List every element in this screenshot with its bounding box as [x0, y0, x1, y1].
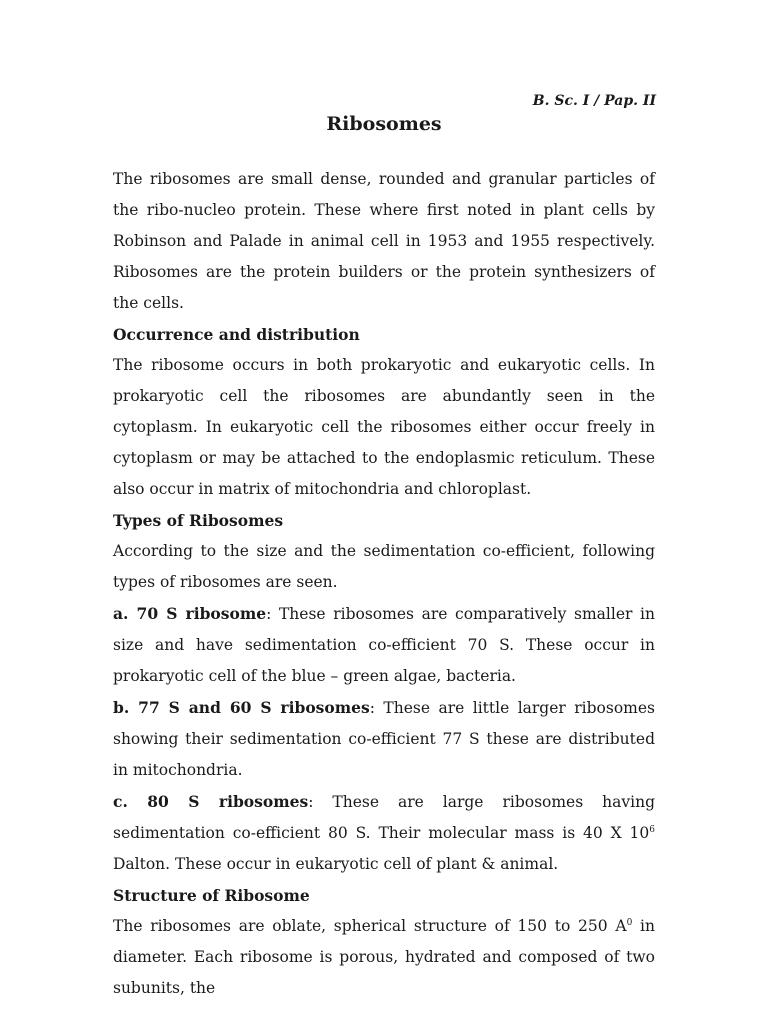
- structure-text-1: The ribosomes are oblate, spherical structure of 150 to 250 A: [113, 917, 627, 935]
- occurrence-paragraph: The ribosome occurs in both prokaryotic and eukaryotic cells. In prokaryotic cell the ribosomes are abundantly seen in the cytoplasm. In eukaryotic cell the ribosomes either occur freely in cytoplasm or may be attached to the endoplasmic reticulum. These also occur in matrix of mitochondria and chloroplast.: [113, 356, 655, 498]
- occurrence-heading: Occurrence and distribution: [113, 325, 360, 344]
- course-reference: B. Sc. I / Pap. II: [532, 93, 656, 109]
- type-a-item: [113, 598, 655, 692]
- structure-text-2: in diameter. Each ribosome is porous, hydrated and composed of two subunits, the: [113, 917, 655, 997]
- structure-paragraph: [113, 911, 655, 1004]
- document-body: [113, 164, 655, 1004]
- types-heading: Types of Ribosomes: [113, 511, 284, 530]
- page-title: Ribosomes: [326, 113, 442, 135]
- type-b-item: [113, 692, 655, 786]
- types-paragraph: According to the size and the sedimentation co-efficient, following types of ribosomes are seen.: [113, 542, 655, 591]
- type-c-text-2: Dalton. These occur in eukaryotic cell of plant & animal.: [113, 855, 559, 873]
- type-b-text: : These are little larger ribosomes showing their sedimentation co-efficient 77 S these are distributed in mitochondria.: [113, 699, 655, 779]
- type-c-item: [113, 786, 655, 880]
- type-c-label: c. 80 S ribosomes: [113, 792, 309, 811]
- type-a-text: : These ribosomes are comparatively smaller in size and have sedimentation co-efficient 70 S. These occur in prokaryotic cell of the blue – green algae, bacteria.: [113, 605, 655, 685]
- intro-paragraph: The ribosomes are small dense, rounded and granular particles of the ribo-nucleo protein. These where first noted in plant cells by Robinson and Palade in animal cell in 1953 and 1955 respectively. Ribosomes are the protein builders or the protein synthesizers of the cells.: [113, 170, 655, 312]
- type-c-superscript: 6: [649, 824, 655, 835]
- type-a-label: a. 70 S ribosome: [113, 604, 267, 623]
- structure-superscript: 0: [626, 917, 633, 928]
- type-c-text-1: : These are large ribosomes having sedimentation co-efficient 80 S. Their molecular mass is 40 X 10: [113, 793, 655, 842]
- type-b-label: b. 77 S and 60 S ribosomes: [113, 698, 370, 717]
- structure-heading: Structure of Ribosome: [113, 886, 310, 905]
